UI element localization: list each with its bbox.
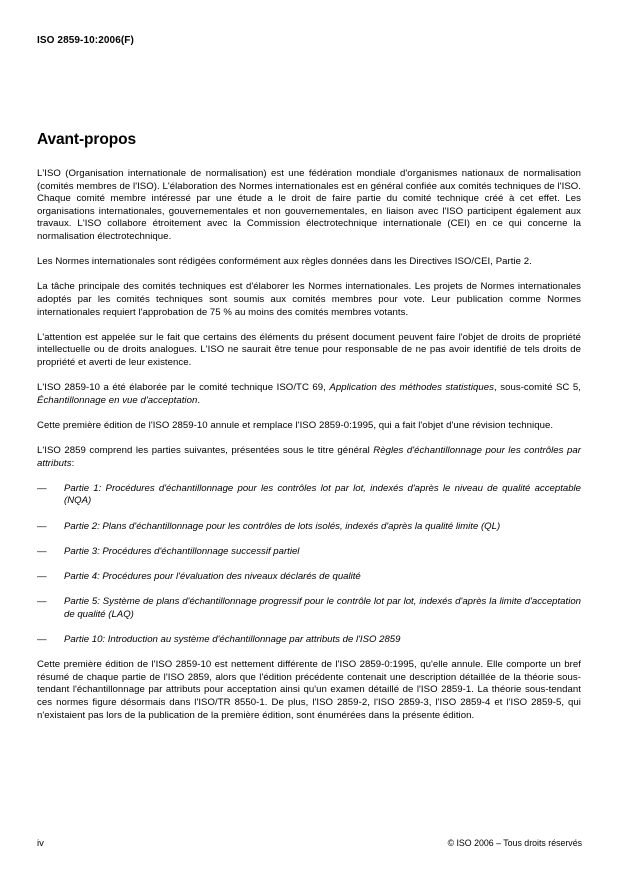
list-item — [37, 596, 581, 621]
paragraph-parts-intro — [37, 445, 581, 470]
page-number: iv — [37, 838, 44, 849]
parts-intro-text-lead: L'ISO 2859 comprend les parties suivantes, présentées sous le titre général — [37, 445, 374, 457]
list-item-label: Partie 1: Procédures d'échantillonnage pour les contrôles lot par lot, indexés d'après le niveau de qualité acceptable (NQA) — [64, 482, 581, 507]
list-item-label: Partie 4: Procédures pour l'évaluation des niveaux déclarés de qualité — [64, 571, 361, 582]
committee-origin-text-lead: L'ISO 2859-10 a été élaborée par le comité technique ISO/TC 69, — [37, 382, 330, 394]
paragraph-first-edition-cancels: Cette première édition de l'ISO 2859-10 annule et remplace l'ISO 2859-0:1995, qui a fait l'objet d'une révision technique. — [37, 419, 554, 431]
em-dash-bullet: — — [37, 633, 47, 645]
list-item — [37, 521, 581, 534]
document-footer — [37, 837, 582, 850]
page-title: Avant-propos — [37, 131, 136, 148]
list-item — [37, 483, 581, 508]
copyright-notice: © ISO 2006 – Tous droits réservés — [447, 838, 582, 848]
list-item-label: Partie 5: Système de plans d'échantillonnage progressif pour le contrôle lot par lot, indexés d'après la limite d'acceptation de qualité (LAQ) — [64, 596, 581, 620]
paragraph-main-task: La tâche principale des comités techniques est d'élaborer les Normes internationales. Les projets de Normes internationales adoptés par les comités techniques sont soumis aux comités membres pour vote. Leur publication comme Normes internationales requiert l'approbation de 75 % au moins des comités membres votants. — [37, 281, 581, 318]
list-item-label: Partie 2: Plans d'échantillonnage pour les contrôles de lots isolés, indexés d'après la qualité limite (QL) — [64, 520, 501, 532]
em-dash-bullet: — — [37, 545, 47, 557]
list-item-label: Partie 10: Introduction au système d'échantillonnage par attributs de l'ISO 2859 — [64, 633, 401, 645]
list-item — [37, 546, 581, 559]
parts-intro-text-end: : — [71, 457, 75, 469]
committee-origin-text-end: . — [197, 394, 201, 406]
em-dash-bullet: — — [37, 482, 47, 494]
list-item — [37, 634, 581, 647]
general-title-sampling-rules: Règles d'échantillonnage pour les contrôles par attributs — [37, 445, 581, 469]
paragraph-iso-description: L'ISO (Organisation internationale de normalisation) est une fédération mondiale d'organismes nationaux de normalisation (comités membres de l'ISO). L'élaboration des Normes internationales est en général confiée aux comités techniques de l'ISO. Chaque comité membre intéressé par une étude a le droit de faire partie du comité technique créé à cet effet. Les organisations internationales, gouvernementales et non gouvernementales, en liaison avec l'ISO participent également aux travaux. L'ISO collabore étroitement avec la Commission électrotechnique internationale (CEI) en ce qui concerne la normalisation électrotechnique. — [37, 168, 581, 242]
committee-title-tc69: Application des méthodes statistiques — [329, 382, 495, 394]
document-header: ISO 2859-10:2006(F) — [37, 35, 134, 46]
parts-list — [37, 483, 581, 647]
em-dash-bullet: — — [37, 571, 47, 582]
page-content — [37, 131, 581, 722]
committee-origin-text-mid: , sous-comité SC 5, — [494, 382, 581, 394]
em-dash-bullet: — — [37, 520, 47, 532]
subcommittee-title-sc5: Échantillonnage en vue d'acceptation — [37, 394, 198, 406]
paragraph-edition-differences: Cette première édition de l'ISO 2859-10 est nettement différente de l'ISO 2859-0:1995, qu'elle annule. Elle comporte un bref résumé de chaque partie de l'ISO 2859, alors que l'édition précédente contenait une description détaillée de la théorie sous-tendant l'échantillonnage par attributs pour acceptation ainsi qu'un examen détaillé de l'ISO 2859-1. La théorie sous-tendant ces normes figure désormais dans l'ISO/TR 8550-1. De plus, l'ISO 2859-2, l'ISO 2859-3, l'ISO 2859-4 et l'ISO 2859-5, qui n'existaient pas lors de la publication de la première édition, sont énumérées dans la présente édition. — [37, 659, 581, 721]
list-item — [37, 571, 581, 584]
paragraph-patent-rights: L'attention est appelée sur le fait que certains des éléments du présent document peuvent faire l'objet de droits de propriété intellectuelle ou de droits analogues. L'ISO ne saurait être tenue pour responsable de ne pas avoir identifié de tels droits de propriété et averti de leur existence. — [37, 331, 581, 368]
em-dash-bullet: — — [37, 596, 47, 608]
list-item-label: Partie 3: Procédures d'échantillonnage successif partiel — [64, 545, 300, 557]
paragraph-drafting-rules: Les Normes internationales sont rédigées conformément aux règles données dans les Directives ISO/CEI, Partie 2. — [37, 256, 532, 268]
paragraph-committee-origin — [37, 382, 581, 407]
